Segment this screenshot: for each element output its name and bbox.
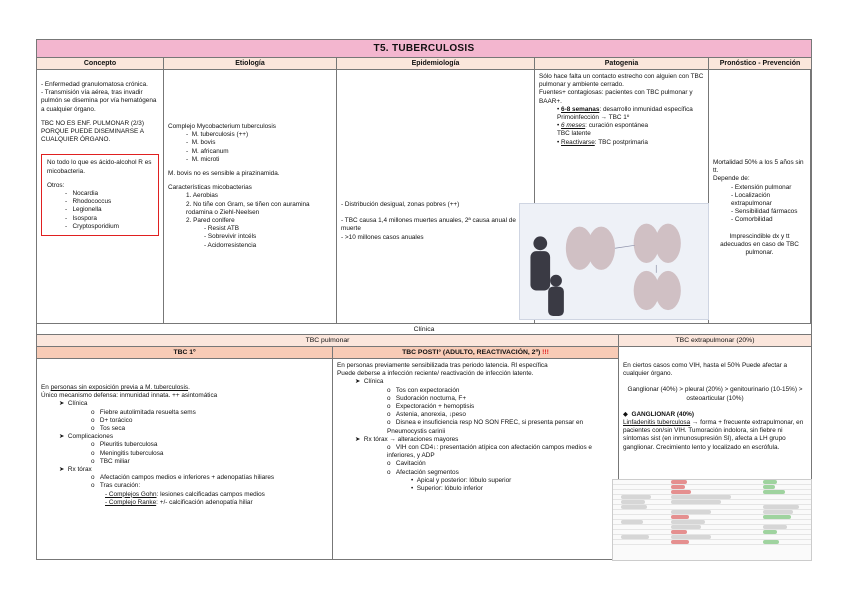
list-item: o Tras curación: bbox=[91, 482, 141, 490]
list-item: - Isospora bbox=[65, 214, 97, 222]
list-item: o Meningitis tuberculosa bbox=[91, 449, 164, 457]
list-item: o Afectación segmentos bbox=[387, 468, 459, 476]
list-item: • Apical y posterior: lóbulo superior bbox=[411, 476, 512, 484]
tbc-pulmonar-label: TBC pulmonar bbox=[37, 335, 619, 347]
list-item: - Resist ATB bbox=[204, 225, 240, 233]
post-rx: ➤ Rx tórax → alteraciones mayores bbox=[355, 435, 459, 443]
pathogenesis-illustration bbox=[519, 203, 709, 320]
list-item: Primoinfección → TBC 1º bbox=[557, 114, 630, 122]
header-etiologia: Etiología bbox=[164, 58, 337, 70]
tbc1-rx: ➤ Rx tórax bbox=[59, 466, 92, 474]
etiologia-caracteristicas: Características micobacterias bbox=[168, 184, 252, 192]
tbc1-l1: En personas sin exposición previa a M. tuberculosis. bbox=[41, 384, 190, 391]
document-page bbox=[36, 39, 812, 560]
tbc1-comp-list bbox=[41, 441, 328, 466]
post-clinica-list bbox=[337, 387, 614, 436]
list-item: - M. africanum bbox=[186, 147, 229, 155]
epi-l1: - Distribución desigual, zonas pobres (++) bbox=[341, 201, 460, 208]
pron-l3: Imprescindible dx y tt adecuados en caso de TBC pulmonar. bbox=[720, 232, 799, 257]
list-item: - Localización extrapulmonar bbox=[731, 191, 772, 208]
header-epidemiologia: Epidemiología bbox=[337, 58, 535, 70]
extra-l1: En ciertos casos como VIH, hasta el 50% Puede afectar a cualquier órgano. bbox=[623, 362, 788, 378]
page-title: T5. TUBERCULOSIS bbox=[37, 40, 811, 58]
list-item: o D+ torácico bbox=[91, 416, 133, 424]
tbc1-label: TBC 1º bbox=[37, 347, 333, 359]
list-item: o VIH con CD4↓: presentación atípica con afectación campos medios e inferiores, y ADP bbox=[387, 444, 592, 460]
list-item: - Acidorresistencia bbox=[204, 241, 257, 249]
list-item: - M. microti bbox=[186, 155, 220, 163]
list-item: o TBC miliar bbox=[91, 457, 130, 465]
tbc1-column bbox=[37, 359, 333, 560]
post-rx-list bbox=[337, 444, 614, 493]
list-item: TBC latente bbox=[557, 130, 591, 138]
list-item: - Rhodococcus bbox=[65, 198, 112, 206]
list-item: o Tos seca bbox=[91, 425, 126, 433]
list-item: 2. Pared conlfere bbox=[186, 217, 235, 225]
list-item: - M. tuberculosis (++) bbox=[186, 131, 249, 139]
list-item: - Sobrevivir intcéls bbox=[204, 233, 257, 241]
concepto-p1: - Enfermedad granulomatosa crónica. bbox=[41, 81, 148, 88]
concepto-p2: - Transmisión vía aérea, tras invadir pulmón se disemina por vía hematógena a cualquier órgano. bbox=[41, 89, 157, 113]
pared-list bbox=[186, 225, 332, 250]
tbc1-l2: Único mecanismo defensa: inmunidad innata. ++ asintomática bbox=[41, 392, 218, 400]
post-l2: Puede deberse a infección reciente/ reactivación de infección latente. bbox=[337, 370, 534, 378]
tbc1-rx-list bbox=[41, 474, 328, 507]
list-item: • 6-8 semanas: desarrollo inmunidad específica bbox=[557, 105, 693, 113]
clinica-label: Clínica bbox=[37, 323, 811, 335]
list-item: o Expectoración + hemoptisis bbox=[387, 403, 475, 411]
list-item: - Cryptosporidium bbox=[65, 222, 119, 230]
tbc-extra-label: TBC extrapulmonar (20%) bbox=[619, 335, 811, 347]
list-item: - Sensibilidad fármacos bbox=[731, 208, 798, 216]
header-patogenia: Patogenia bbox=[535, 58, 709, 70]
acid-fast-box bbox=[41, 154, 159, 236]
pat-l2: Fuentes+ contagiosas: pacientes con TBC pulmonar y BAAR+. bbox=[539, 89, 693, 105]
list-item: - Complejos Gohn: lesiones calcificadas campos medios bbox=[105, 490, 265, 498]
epi-l2: - TBC causa 1,4 millones muertes anuales, 2ª causa anual de muerte bbox=[341, 217, 516, 233]
post-l1: En personas previamente sensibilizada tras periodo latencia. Rl específica bbox=[337, 362, 548, 369]
tbc-post-label: TBC POSTI° (ADULTO, REACTIVACIÓN, 2ª) !!! bbox=[333, 347, 619, 359]
pron-l1: Mortalidad 50% a los 5 años sin tt. bbox=[713, 159, 804, 175]
header-concepto: Concepto bbox=[37, 58, 164, 70]
tbc1-clinica-list bbox=[41, 409, 328, 434]
list-item: • Superior: lóbulo inferior bbox=[411, 485, 483, 493]
list-item: - Extensión pulmonar bbox=[731, 183, 792, 191]
comparison-table-image bbox=[612, 479, 812, 561]
epi-l3: - >10 millones casos anuales bbox=[341, 233, 424, 241]
list-item: o Disnea e insuficiencia resp NO SON FREC, si presenta pensar en Pneumocystis carinii bbox=[387, 419, 584, 435]
list-item: o Astenia, anorexia, ↓peso bbox=[387, 411, 466, 419]
list-item: o Pleuritis tuberculosa bbox=[91, 441, 158, 449]
list-item: o Sudoración nocturna, F+ bbox=[387, 394, 467, 402]
extra-g-title: ◆ GANGLIONAR (40%) bbox=[623, 410, 694, 418]
pat-l1: Sólo hace falta un contacto estrecho con alguien con TBC pulmonar y ambiente cerrado. bbox=[539, 73, 704, 89]
list-item: - Nocardia bbox=[65, 190, 99, 198]
tbc1-complicaciones: ➤ Complicaciones bbox=[59, 433, 114, 441]
concepto-p3: TBC NO ES ENF. PULMONAR (2/3) PORQUE PUEDE DISEMINARSE A CUALQUIER ÓRGANO. bbox=[41, 119, 144, 144]
list-item: - Comorbilidad bbox=[731, 216, 773, 224]
extra-g-text: Linfadenitis tuberculosa → forma + frecuente extrapulmonar, en pacientes con/sin VIH. Tumoración indolora, sin fiebre ni síntomas sist (en inmunosupresión Sl), afecta a LH grupo ganglionar. Crecimiento lento y localizado en escrófula. bbox=[623, 419, 804, 451]
list-item: 2. No tiñe con Gram, se tiñen con auramina rodamina o Ziehl-Neelsen bbox=[186, 200, 310, 216]
pronostico-column bbox=[709, 70, 811, 323]
pat-list bbox=[539, 106, 704, 147]
etiologia-complex: Complejo Mycobacterium tuberculosis bbox=[168, 123, 276, 130]
list-item: o Fiebre autolimitada resuelta sems bbox=[91, 408, 196, 416]
box-list bbox=[47, 190, 153, 231]
pron-list bbox=[713, 184, 806, 225]
species-list bbox=[168, 131, 332, 164]
list-item: 1. Aerobias bbox=[186, 192, 218, 200]
list-item: o Cavitación bbox=[387, 460, 426, 468]
list-item: o Afectación campos medios e inferiores + adenopatías hiliares bbox=[91, 474, 275, 482]
caracteristicas-list bbox=[168, 192, 332, 249]
concepto-column bbox=[37, 70, 164, 323]
box-otros: Otros: bbox=[47, 181, 65, 189]
tbc1-clinica: ➤ Clínica bbox=[59, 400, 88, 408]
list-item: o Tos con expectoración bbox=[387, 386, 460, 394]
post-clinica: ➤ Clínica bbox=[355, 378, 384, 386]
etiologia-column bbox=[164, 70, 337, 323]
pron-l2: Depende de: bbox=[713, 175, 750, 183]
list-item: - Legionella bbox=[65, 206, 102, 214]
box-title: No todo lo que es ácido-alcohol R es micobacteria. bbox=[47, 159, 152, 175]
list-item: • Reactivarse: TBC postprimaria bbox=[557, 138, 648, 146]
list-item: • 6 meses: curación espontánea bbox=[557, 122, 649, 130]
etiologia-bovis: M. bovis no es sensible a pirazinamida. bbox=[168, 170, 280, 178]
header-pronostico: Pronóstico - Prevención bbox=[709, 58, 811, 70]
extra-l2: Ganglionar (40%) > pleural (20%) > genitourinario (10-15%) > osteoarticular (10%) bbox=[627, 386, 803, 402]
list-item: - M. bovis bbox=[186, 139, 216, 147]
epidemiologia-column bbox=[337, 70, 535, 323]
list-item: - Complejo Ranke: +/- calcificación adenopatía hiliar bbox=[105, 498, 253, 506]
tbc-post-column bbox=[333, 359, 619, 560]
